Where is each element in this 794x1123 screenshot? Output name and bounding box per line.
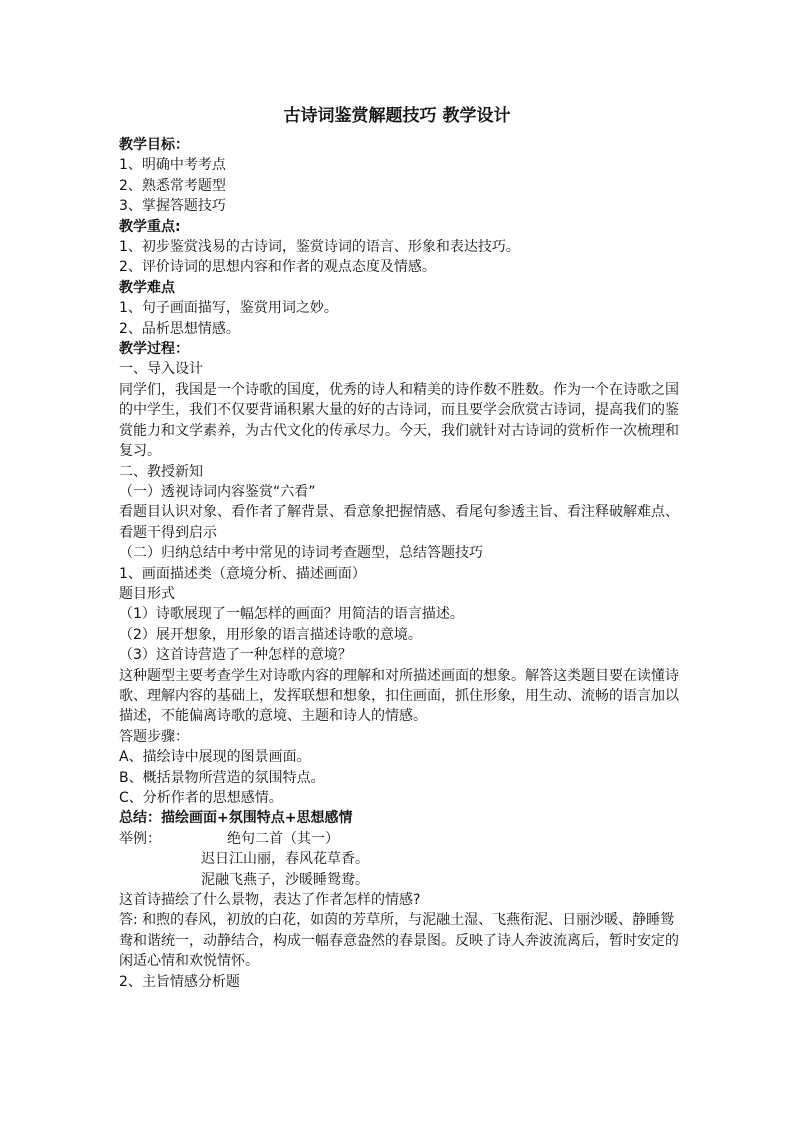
keypoint-item: 1、初步鉴赏浅易的古诗词，鉴赏诗词的语言、形象和表达技巧。 [119,239,520,256]
subsection-question-types: （二）归纳总结中考中常见的诗词考查题型，总结答题技巧 [119,545,483,562]
process-heading: 教学过程： [119,341,189,358]
type2-heading: 2、主旨情感分析题 [119,973,240,990]
goal-item: 2、熟悉常考题型 [119,177,226,194]
document-body [119,135,679,992]
poem-line: 泥融飞燕子，沙暖睡鸳鸯。 [201,871,369,888]
difficulties-heading: 教学难点 [119,279,175,296]
difficulty-item: 2、品析思想情感。 [119,320,240,337]
step-item: A、描绘诗中展现的图景画面。 [119,749,311,766]
summary-line: 总结：描绘画面+氛围特点+思想感情 [119,810,353,827]
difficulty-item: 1、句子画面描写，鉴赏用词之妙。 [119,300,338,317]
steps-heading: 答题步骤： [119,728,189,745]
keypoint-item: 2、评价诗词的思想内容和作者的观点态度及情感。 [119,259,436,276]
step-item: B、概括景物所营造的氛围特点。 [119,769,325,786]
example-answer: 答: 和煦的春风，初放的白花，如茵的芳草所，与泥融土湿、飞燕衔泥、日丽沙暖、静睡鸳鸯和谐统一，动静结合，构成一幅春意盎然的春景图。反映了诗人奔波流离后，暂时安定的闲适心情和欢悦情怀。 [119,912,679,970]
type1-question: （3）这首诗营造了一种怎样的意境？ [119,647,352,664]
subsection-six-looks: （一）透视诗词内容鉴赏“六看” [119,483,316,500]
type1-question: （2）展开想象，用形象的语言描述诗歌的意境。 [119,626,422,643]
type1-form-label: 题目形式 [119,585,175,602]
document-title: 古诗词鉴赏解题技巧 教学设计 [283,106,511,126]
poem-line: 迟日江山丽，春风花草香。 [201,851,369,868]
goal-item: 3、掌握答题技巧 [119,198,226,215]
intro-paragraph: 同学们，我国是一个诗歌的国度，优秀的诗人和精美的诗作数不胜数。作为一个在诗歌之国的中学生，我们不仅要背诵积累大量的好的古诗词，而且要学会欣赏古诗词，提高我们的鉴赏能力和文学素养，为古代文化的传承尽力。今天，我们就针对古诗词的赏析作一次梳理和复习。 [119,381,679,460]
goal-item: 1、明确中考考点 [119,157,226,174]
type1-heading: 1、画面描述类（意境分析、描述画面） [119,565,366,582]
keypoints-heading: 教学重点: [119,218,181,235]
step-item: C、分析作者的思想感情。 [119,790,283,806]
poem-title: 绝句二首（其一） [227,830,339,847]
type1-question: （1）诗歌展现了一幅怎样的画面？用简洁的语言描述。 [119,606,464,623]
type1-explanation: 这种题型主要考查学生对诗歌内容的理解和对所描述画面的想象。解答这类题目要在读懂诗歌、理解内容的基础上，发挥联想和想象，扣住画面，抓住形象，用生动、流畅的语言加以描述，不能偏离诗歌的意境、主题和诗人的情感。 [119,667,679,725]
example-label: 举例： [119,830,161,847]
six-looks-text: 看题目认识对象、看作者了解背景、看意象把握情感、看尾句参透主旨、看注释破解难点、看题干得到启示 [119,504,679,541]
example-row [119,829,679,849]
section-intro-heading: 一、导入设计 [119,361,203,378]
goals-heading: 教学目标： [119,137,189,153]
section-new-knowledge-heading: 二、教授新知 [119,463,203,480]
example-question: 这首诗描绘了什么景物，表达了作者怎样的情感? [119,892,421,909]
